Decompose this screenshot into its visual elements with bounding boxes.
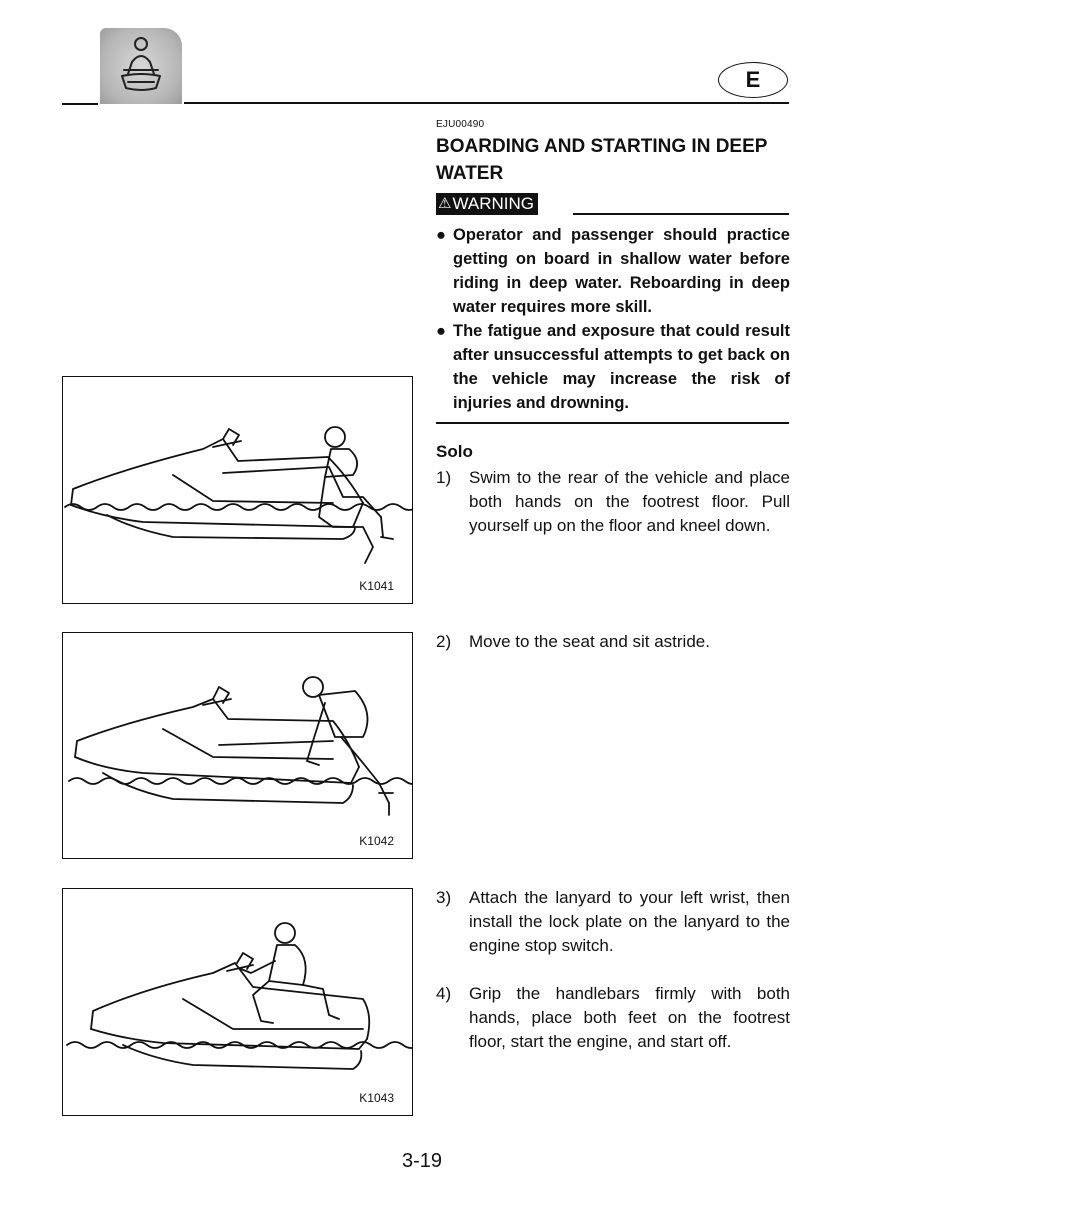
figure-k1043 — [62, 888, 413, 1116]
warning-item: ● The fatigue and exposure that could result after unsuccessful attempts to get back on the vehicle may increase the risk of injuries and drowning. — [436, 319, 790, 415]
figure-code: K1043 — [359, 1091, 394, 1105]
step-text: Attach the lanyard to your left wrist, then install the lock plate on the lanyard to the engine stop switch. — [469, 888, 790, 955]
section-logo — [100, 28, 182, 104]
warning-item: ● Operator and passenger should practice getting on board in shallow water before riding in deep water. Reboarding in deep water requires more skill. — [436, 223, 790, 319]
header-rule — [184, 102, 789, 104]
section-title: BOARDING AND STARTING IN DEEP WATER — [436, 136, 768, 184]
header-rule-left — [62, 103, 98, 105]
section-code: EJU00490 — [436, 119, 485, 130]
figure-code: K1042 — [359, 834, 394, 848]
warning-label: WARNING — [452, 194, 534, 213]
figure-code: K1041 — [359, 579, 394, 593]
warning-badge — [436, 193, 538, 215]
figure-k1042 — [62, 632, 413, 859]
step-number: 1) — [436, 468, 452, 487]
warning-rule — [573, 213, 789, 215]
jet-ski-boarding-illustration — [63, 377, 412, 603]
jet-ski-riding-illustration — [63, 889, 412, 1115]
warning-list — [436, 223, 790, 415]
bullet-icon: ● — [436, 226, 446, 244]
page-number: 3-19 — [402, 1150, 443, 1172]
step-2 — [436, 630, 790, 654]
step-1 — [436, 466, 790, 538]
step-number: 3) — [436, 888, 452, 907]
step-text: Grip the handlebars firmly with both hands, place both feet on the footrest floor, start the engine, and start off. — [469, 984, 790, 1051]
step-text: Swim to the rear of the vehicle and place both hands on the footrest floor. Pull yourself up on the floor and kneel down. — [469, 468, 790, 535]
bullet-icon: ● — [436, 322, 446, 340]
step-text: Move to the seat and sit astride. — [469, 632, 710, 651]
figure-k1041 — [62, 376, 413, 604]
step-3 — [436, 886, 790, 958]
warning-triangle-icon: ⚠ — [438, 195, 452, 212]
jet-ski-rider-icon — [108, 32, 174, 100]
step-number: 4) — [436, 984, 452, 1003]
warning-end-rule — [436, 422, 789, 424]
step-4 — [436, 982, 790, 1054]
step-number: 2) — [436, 632, 452, 651]
jet-ski-seating-illustration — [63, 633, 412, 858]
language-badge: E — [718, 62, 788, 98]
solo-heading: Solo — [436, 442, 473, 461]
